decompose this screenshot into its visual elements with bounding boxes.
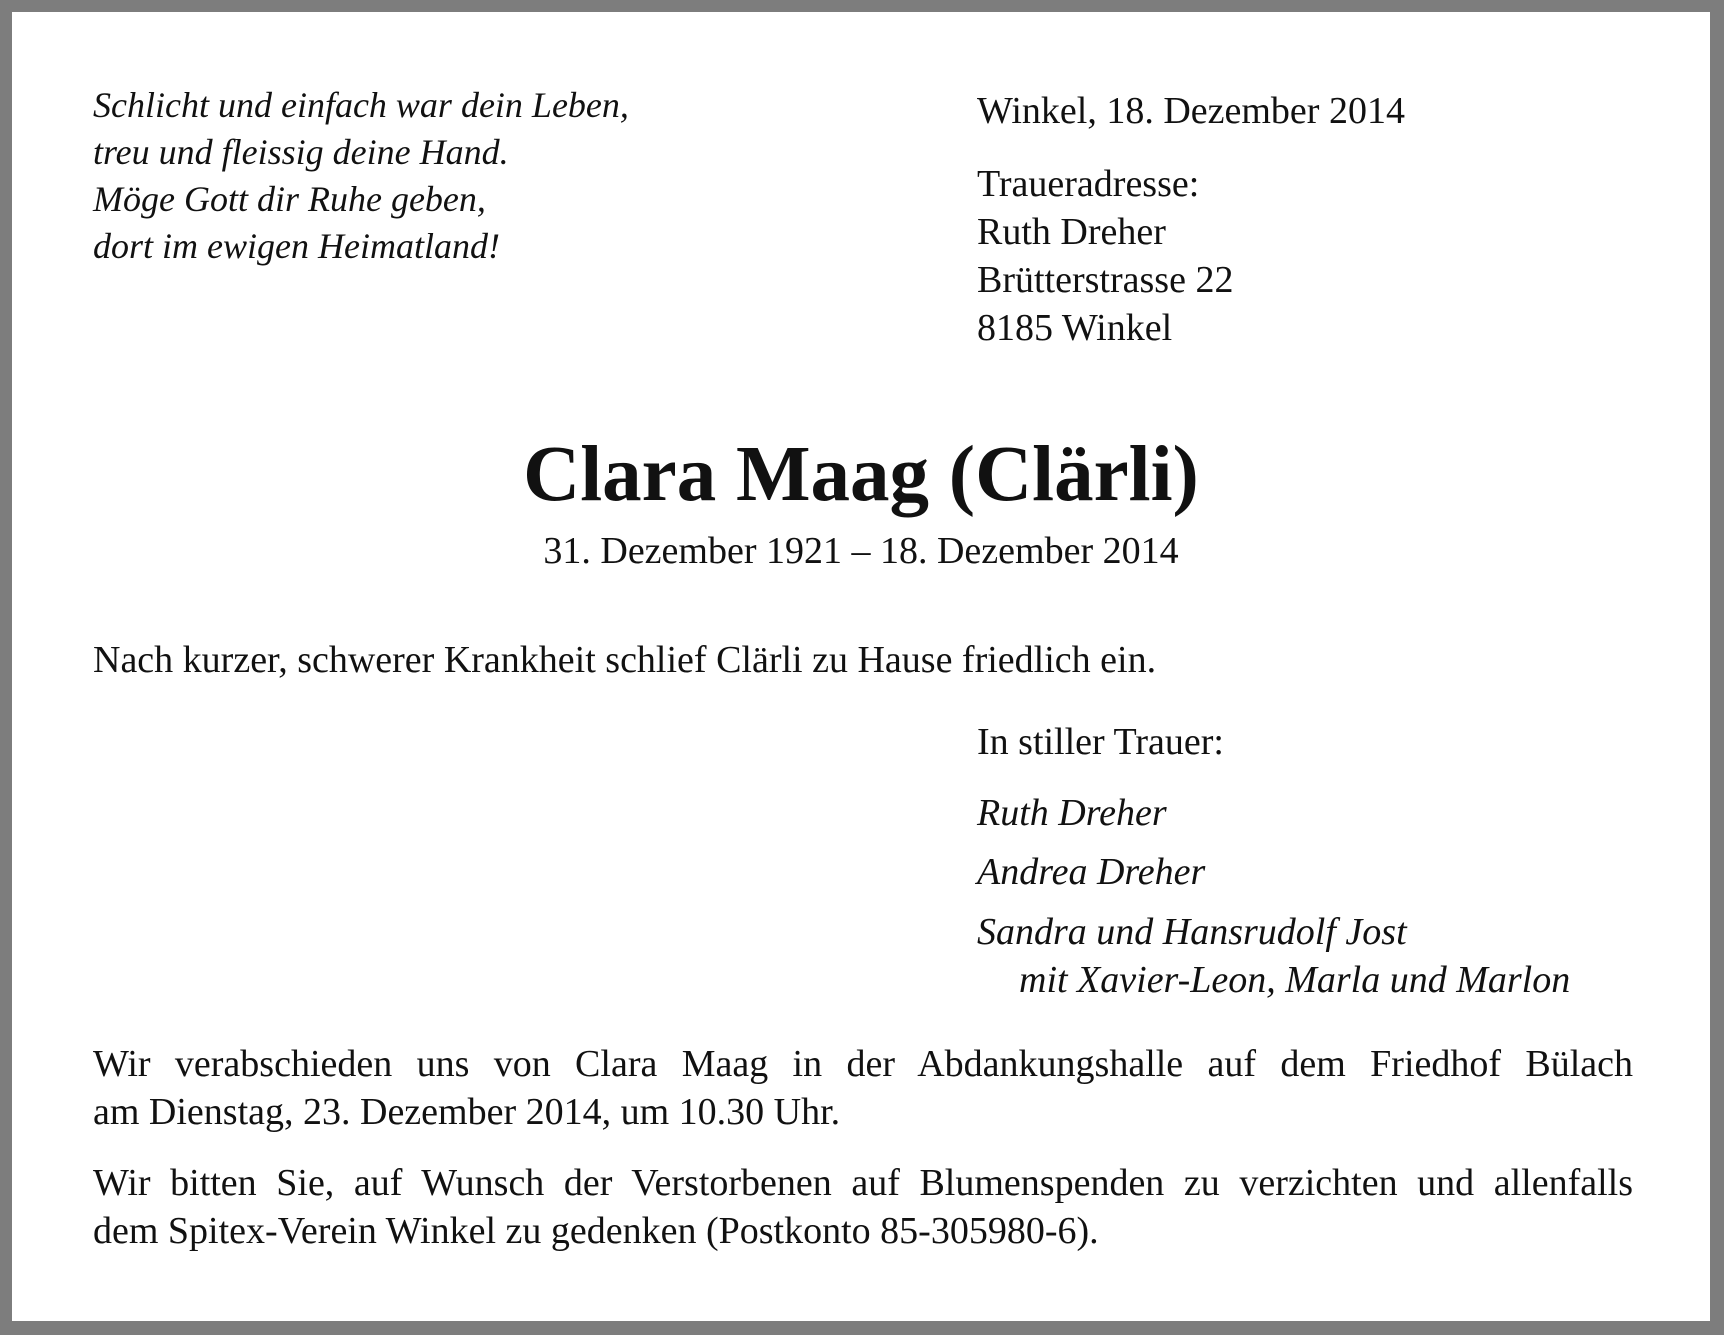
donation-request-paragraph: [93, 1159, 1633, 1255]
request-line: Wir bitten Sie, auf Wunsch der Verstorbenen auf Blumenspenden zu verzichten und allenfalls: [93, 1162, 1633, 1204]
place-date: Winkel, 18. Dezember 2014: [977, 90, 1405, 132]
address-street: Brütterstrasse 22: [977, 259, 1234, 301]
request-line: dem Spitex-Verein Winkel zu gedenken (Postkonto 85-305980-6).: [93, 1210, 1099, 1252]
mourner-name: Ruth Dreher: [977, 792, 1167, 834]
address-name: Ruth Dreher: [977, 211, 1166, 253]
poem-line: Möge Gott dir Ruhe geben,: [93, 179, 486, 219]
address-label: Traueradresse:: [977, 163, 1200, 205]
farewell-paragraph: [93, 1040, 1633, 1136]
mourning-label: In stiller Trauer:: [977, 721, 1224, 763]
mourner-name: Andrea Dreher: [977, 851, 1206, 893]
mourner-name: Sandra und Hansrudolf Jost: [977, 911, 1407, 953]
poem-line: treu und fleissig deine Hand.: [93, 132, 509, 172]
obituary-card: [12, 12, 1710, 1321]
poem-line: Schlicht und einfach war dein Leben,: [93, 85, 629, 125]
mourner-name: mit Xavier-Leon, Marla und Marlon: [1019, 959, 1571, 1001]
farewell-line: am Dienstag, 23. Dezember 2014, um 10.30 Uhr.: [93, 1091, 841, 1133]
mourning-address: [977, 160, 1233, 352]
deceased-name: Clara Maag (Clärli): [523, 431, 1199, 518]
memorial-poem: [93, 82, 629, 270]
address-city: 8185 Winkel: [977, 307, 1173, 349]
poem-line: dort im ewigen Heimatland!: [93, 226, 500, 266]
death-announcement: Nach kurzer, schwerer Krankheit schlief Clärli zu Hause friedlich ein.: [93, 639, 1157, 681]
farewell-line: Wir verabschieden uns von Clara Maag in der Abdankungshalle auf dem Friedhof Bülach: [93, 1043, 1633, 1085]
life-dates: 31. Dezember 1921 – 18. Dezember 2014: [543, 530, 1179, 572]
